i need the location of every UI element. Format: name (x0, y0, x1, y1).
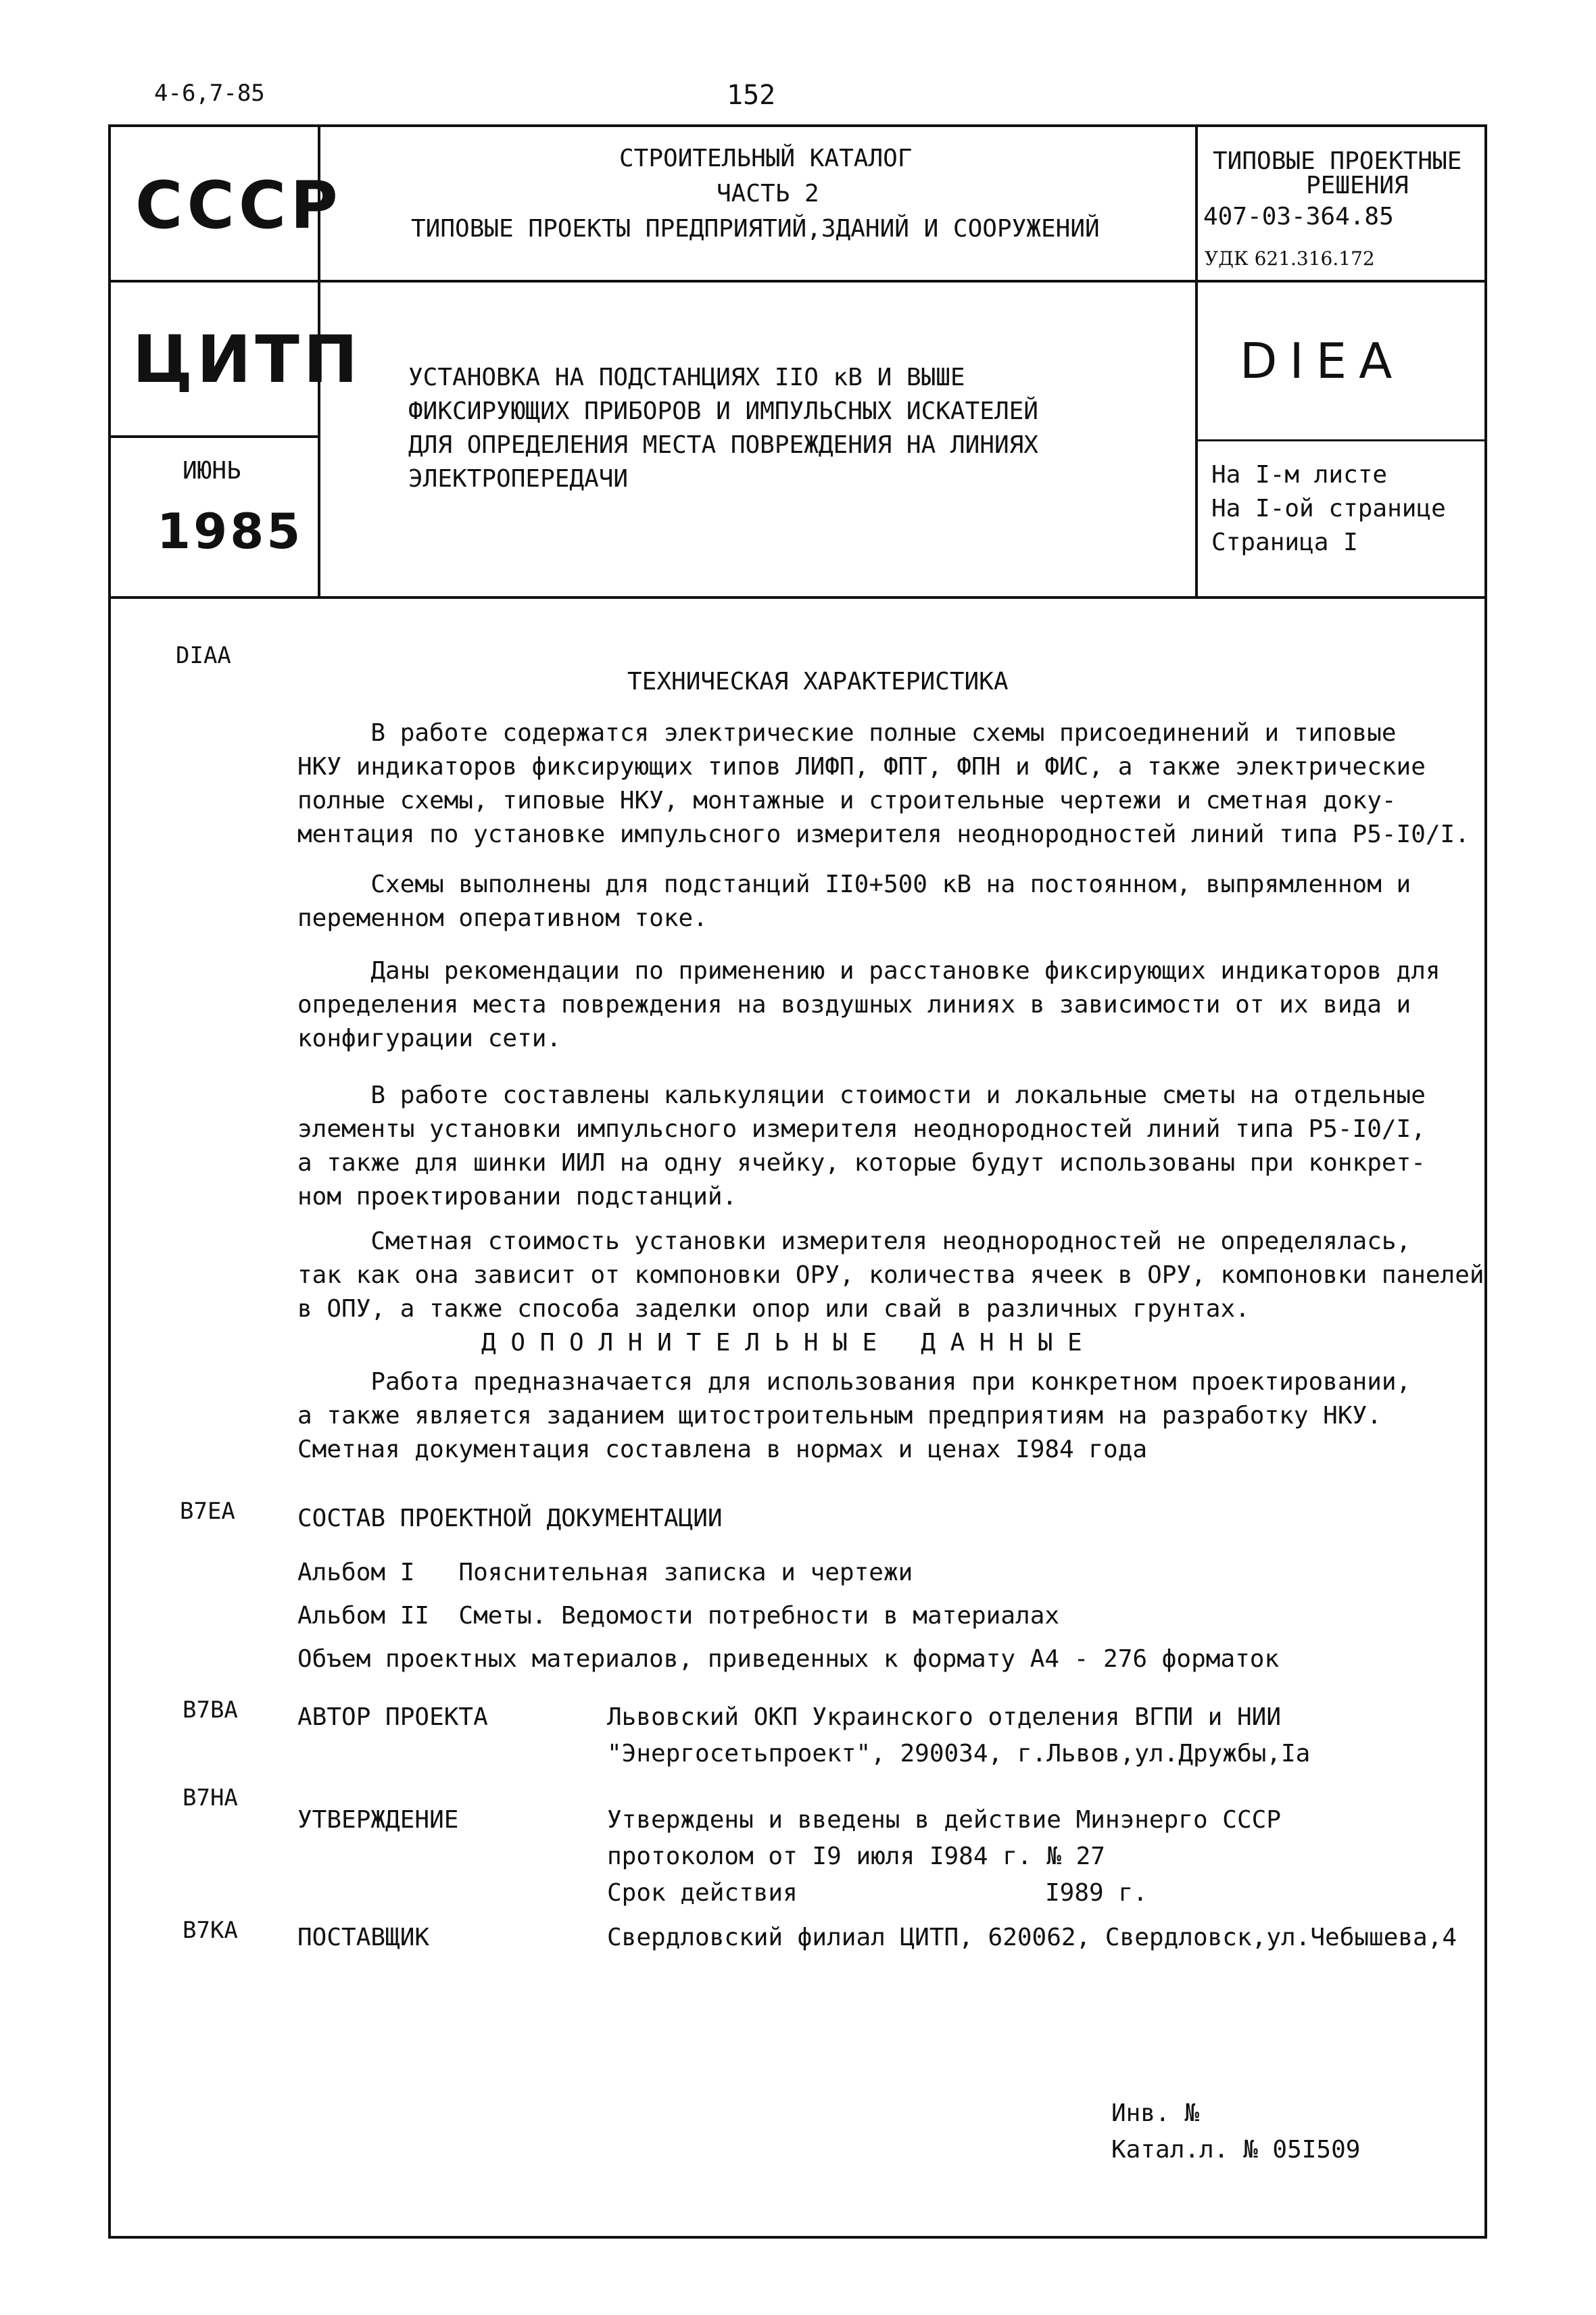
header-left-divider (108, 435, 319, 438)
inventory-number: Инв. № (1111, 2099, 1200, 2127)
code-diaa: DIAA (176, 642, 231, 669)
approval-line-2: протоколом от I9 июля I984 г. № 27 (607, 1843, 1105, 1870)
code-b7ka: В7КА (183, 1917, 238, 1944)
code-b7ba: В7ВА (183, 1697, 238, 1724)
paragraph-5 (297, 1225, 1484, 1326)
author-line-2: "Энергосетьпроект", 290034, г.Львов,ул.Дружбы,Iа (607, 1740, 1311, 1768)
code-b7ha: В7НА (183, 1784, 238, 1811)
title-line-3: ДЛЯ ОПРЕДЕЛЕНИЯ МЕСТА ПОВРЕЖДЕНИЯ НА ЛИНИЯХ (408, 431, 1038, 459)
udk-code: УДК 621.316.172 (1205, 247, 1375, 270)
paragraph-line: определения места повреждения на воздушных линиях в зависимости от их вида и (297, 991, 1411, 1019)
author-label: АВТОР ПРОЕКТА (297, 1703, 488, 1731)
title-line-2: ФИКСИРУЮЩИХ ПРИБОРОВ И ИМПУЛЬСНЫХ ИСКАТЕЛЕЙ (408, 397, 1038, 425)
header-bottom (108, 596, 1487, 599)
paragraph-line: ментация по установке импульсного измерителя неоднородностей линий типа Р5-I0/I. (297, 821, 1470, 848)
country-label: СССР (135, 168, 342, 243)
paragraph-2 (297, 868, 1433, 935)
catalog-line-1: СТРОИТЕЛЬНЫЙ КАТАЛОГ (619, 145, 913, 172)
month-label: ИЮНЬ (183, 457, 241, 485)
paragraph-line: в ОПУ, а также способа заделки опор или свай в различных грунтах. (297, 1295, 1250, 1323)
paragraph-line: В работе содержатся электрические полные схемы присоединений и типовые (297, 719, 1397, 747)
paragraph-4 (297, 1079, 1433, 1214)
term-label: Срок действия (607, 1879, 798, 1907)
paragraph-1 (297, 716, 1470, 852)
year-label: 1985 (157, 503, 304, 560)
paragraph-line: Даны рекомендации по применению и расстановке фиксирующих индикаторов для (297, 957, 1441, 985)
paragraph-line: переменном оперативном токе. (297, 904, 708, 932)
header-row-divider (108, 280, 1487, 283)
supplier-text: Свердловский филиал ЦИТП, 620062, Свердловск,ул.Чебышева,4 (607, 1924, 1457, 1951)
class-code: DIEA (1240, 333, 1405, 389)
paragraph-line: так как она зависит от компоновки ОРУ, количества ячеек в ОРУ, компоновки панелей (297, 1261, 1484, 1289)
additional-title: Д О П О Л Н И Т Е Л Ь Н Ы Е Д А Н Н Ы Е (481, 1329, 1082, 1357)
documentation-title: СОСТАВ ПРОЕКТНОЙ ДОКУМЕНТАЦИИ (297, 1505, 723, 1532)
sheet-info-2: На I-ой странице (1211, 495, 1446, 522)
album-1: Альбом I Пояснительная записка и чертежи (297, 1559, 913, 1586)
sheet-info-3: Страница I (1211, 529, 1358, 556)
album-2: Альбом II Сметы. Ведомости потребности в материалах (297, 1602, 1060, 1630)
paragraph-3 (297, 954, 1441, 1056)
paragraph-line: элементы установки импульсного измерителя неоднородностей линий типа Р5-I0/I, (297, 1115, 1426, 1143)
header-divider-right (1195, 124, 1198, 599)
title-line-4: ЭЛЕКТРОПЕРЕДАЧИ (408, 465, 629, 493)
approval-line-1: Утверждены и введены в действие Минэнерго СССР (607, 1806, 1281, 1834)
term-value: I989 г. (1045, 1879, 1148, 1907)
additional-data (297, 1365, 1433, 1467)
paragraph-line: полные схемы, типовые НКУ, монтажные и строительные чертежи и сметная доку- (297, 787, 1397, 814)
paragraph-line: Схемы выполнены для подстанций II0+500 кВ на постоянном, выпрямленном и (297, 871, 1411, 898)
section-title: ТЕХНИЧЕСКАЯ ХАРАКТЕРИСТИКА (627, 668, 1009, 696)
supplier-label: ПОСТАВЩИК (297, 1924, 430, 1951)
volume-line: Объем проектных материалов, приведенных к формату А4 - 276 форматок (297, 1645, 1280, 1673)
paragraph-line: В работе составлены калькуляции стоимости и локальные сметы на отдельные (297, 1081, 1426, 1109)
catalog-line-3: ТИПОВЫЕ ПРОЕКТЫ ПРЕДПРИЯТИЙ,ЗДАНИЙ И СООРУЖЕНИЙ (411, 215, 1100, 243)
paragraph-line: ном проектировании подстанций. (297, 1183, 737, 1211)
solutions-line-1: ТИПОВЫЕ ПРОЕКТНЫЕ (1213, 147, 1462, 175)
solutions-line-2: РЕШЕНИЯ (1306, 172, 1409, 199)
catalog-sheet-number: Катал.л. № 05I509 (1111, 2136, 1361, 2164)
doc-code: 4-6,7-85 (154, 80, 265, 107)
paragraph-line: НКУ индикаторов фиксирующих типов ЛИФП, ФПТ, ФПН и ФИС, а также электрические (297, 753, 1426, 781)
sheet-info-1: На I-м листе (1211, 461, 1388, 489)
paragraph-line: конфигурации сети. (297, 1025, 562, 1052)
paragraph-line: Сметная стоимость установки измерителя неоднородностей не определялась, (297, 1227, 1411, 1255)
title-line-1: УСТАНОВКА НА ПОДСТАНЦИЯХ IIO кВ И ВЫШЕ (408, 364, 965, 391)
page-number: 152 (727, 80, 776, 111)
solutions-number: 407-03-364.85 (1203, 203, 1394, 230)
sheet-info-divider (1195, 439, 1487, 441)
approval-label: УТВЕРЖДЕНИЕ (297, 1806, 459, 1834)
code-b7ea: В7ЕА (180, 1498, 235, 1525)
paragraph-line: а также для шинки ИИЛ на одну ячейку, которые будут использованы при конкрет- (297, 1149, 1426, 1177)
additional-line: Работа предназначается для использования при конкретном проектировании, (297, 1368, 1411, 1396)
author-line-1: Львовский ОКП Украинского отделения ВГПИ и НИИ (607, 1703, 1281, 1731)
additional-line: Сметная документация составлена в нормах и ценах I984 года (297, 1436, 1148, 1463)
catalog-line-2: ЧАСТЬ 2 (717, 180, 819, 208)
org-label: ЦИТП (132, 322, 362, 397)
additional-line: а также является заданием щитостроительным предприятиям на разработку НКУ. (297, 1402, 1382, 1430)
